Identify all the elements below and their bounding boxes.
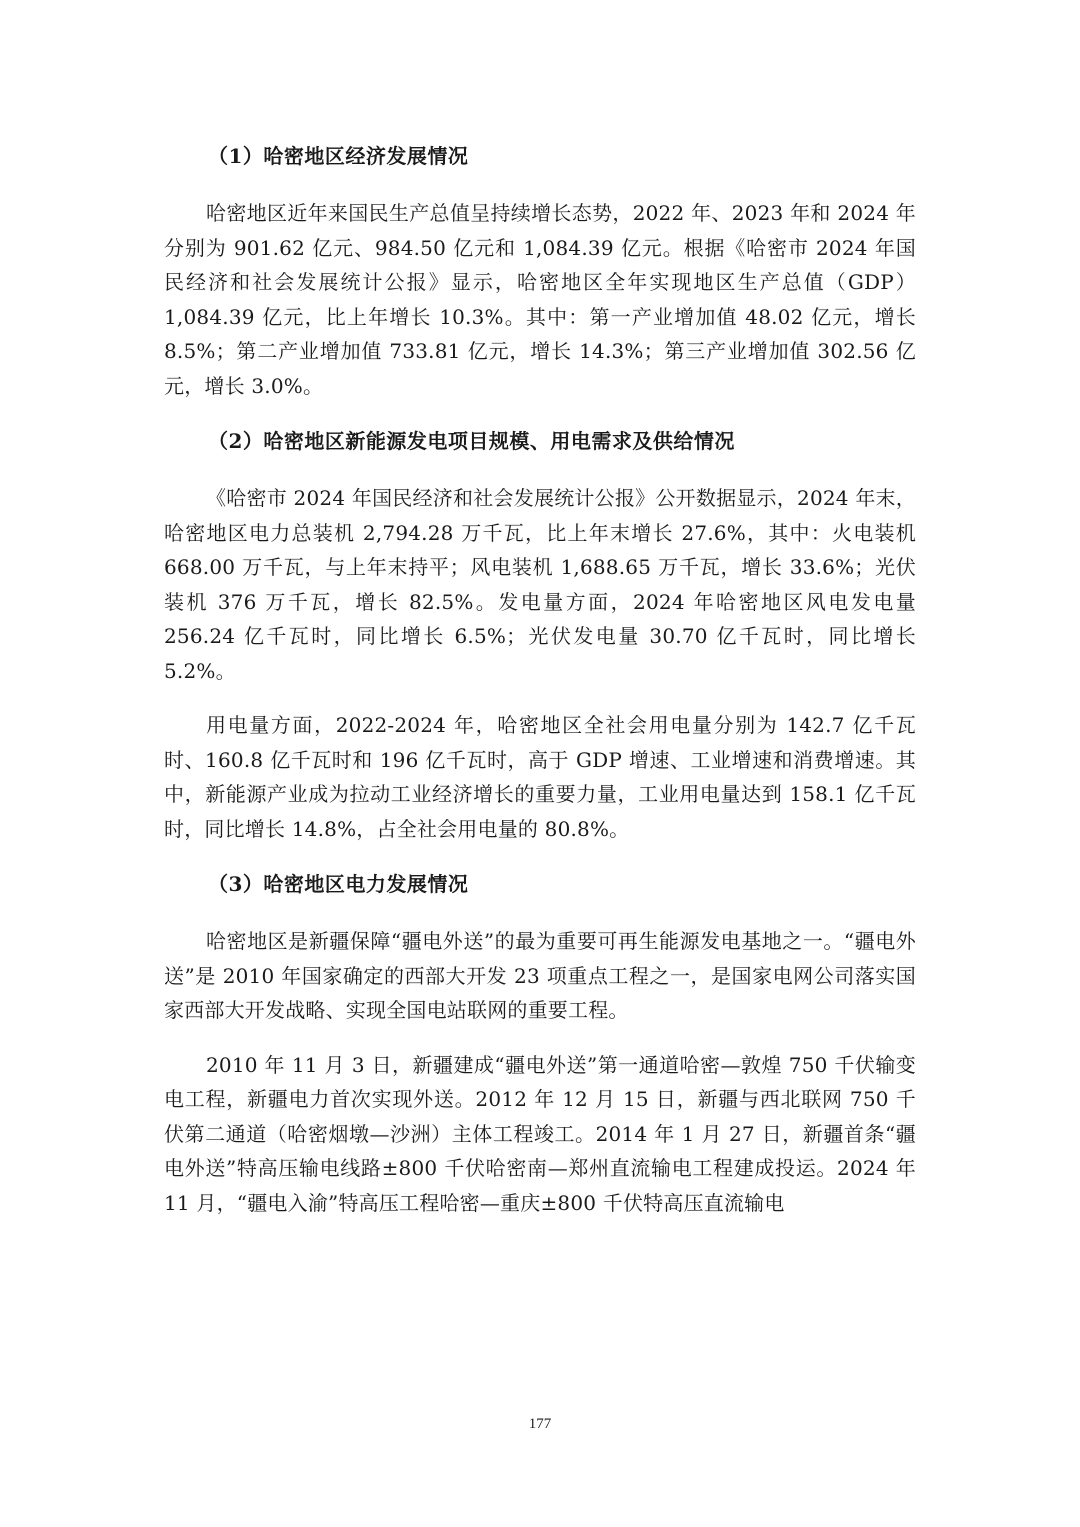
section-heading-new-energy: （2）哈密地区新能源发电项目规模、用电需求及供给情况 [208, 429, 735, 453]
paragraph-power-export-base: 哈密地区是新疆保障“疆电外送”的最为重要可再生能源发电基地之一。“疆电外送”是 2010 年国家确定的西部大开发 23 项重点工程之一，是国家电网公司落实国家西部大开发战略、实现全国电站联网的重要工程。 [164, 929, 916, 1022]
section-heading-power-development: （3）哈密地区电力发展情况 [208, 872, 469, 896]
section-heading-economy: （1）哈密地区经济发展情况 [208, 144, 469, 168]
page-number: 177 [528, 1416, 552, 1432]
paragraph-transmission-milestones: 2010 年 11 月 3 日，新疆建成“疆电外送”第一通道哈密—敦煌 750 千伏输变电工程，新疆电力首次实现外送。2012 年 12 月 15 日，新疆与西北联网 750 千伏第二通道（哈密烟墩—沙洲）主体工程竣工。2014 年 1 月 27 日，新疆首条“疆电外送”特高压输电线路±800 千伏哈密南—郑州直流输电工程建成投运。2024 年 11 月，“疆电入渝”特高压工程哈密—重庆±800 千伏特高压直流输电 [164, 1052, 916, 1215]
paragraph-electricity-consumption: 用电量方面，2022-2024 年，哈密地区全社会用电量分别为 142.7 亿千瓦时、160.8 亿千瓦时和 196 亿千瓦时，高于 GDP 增速、工业增速和消费增速。其中，新能源产业成为拉动工业经济增长的重要力量，工业用电量达到 158.1 亿千瓦时，同比增长 14.8%，占全社会用电量的 80.8%。 [164, 713, 916, 841]
paragraph-installed-capacity: 《哈密市 2024 年国民经济和社会发展统计公报》公开数据显示，2024 年末，哈密地区电力总装机 2,794.28 万千瓦，比上年末增长 27.6%，其中：火电装机 668.00 万千瓦，与上年末持平；风电装机 1,688.65 万千瓦，增长 33.6%；光伏装机 376 万千瓦，增长 82.5%。发电量方面，2024 年哈密地区风电发电量 256.24 亿千瓦时，同比增长 6.5%；光伏发电量 30.70 亿千瓦时，同比增长 5.2%。 [164, 486, 916, 683]
paragraph-economy-gdp: 哈密地区近年来国民生产总值呈持续增长态势，2022 年、2023 年和 2024 年分别为 901.62 亿元、984.50 亿元和 1,084.39 亿元。根据《哈密市 2024 年国民经济和社会发展统计公报》显示，哈密地区全年实现地区生产总值（GDP）1,084.39 亿元，比上年增长 10.3%。其中：第一产业增加值 48.02 亿元，增长 8.5%；第二产业增加值 733.81 亿元，增长 14.3%；第三产业增加值 302.56 亿元，增长 3.0%。 [164, 201, 916, 398]
document-page [164, 132, 916, 1220]
